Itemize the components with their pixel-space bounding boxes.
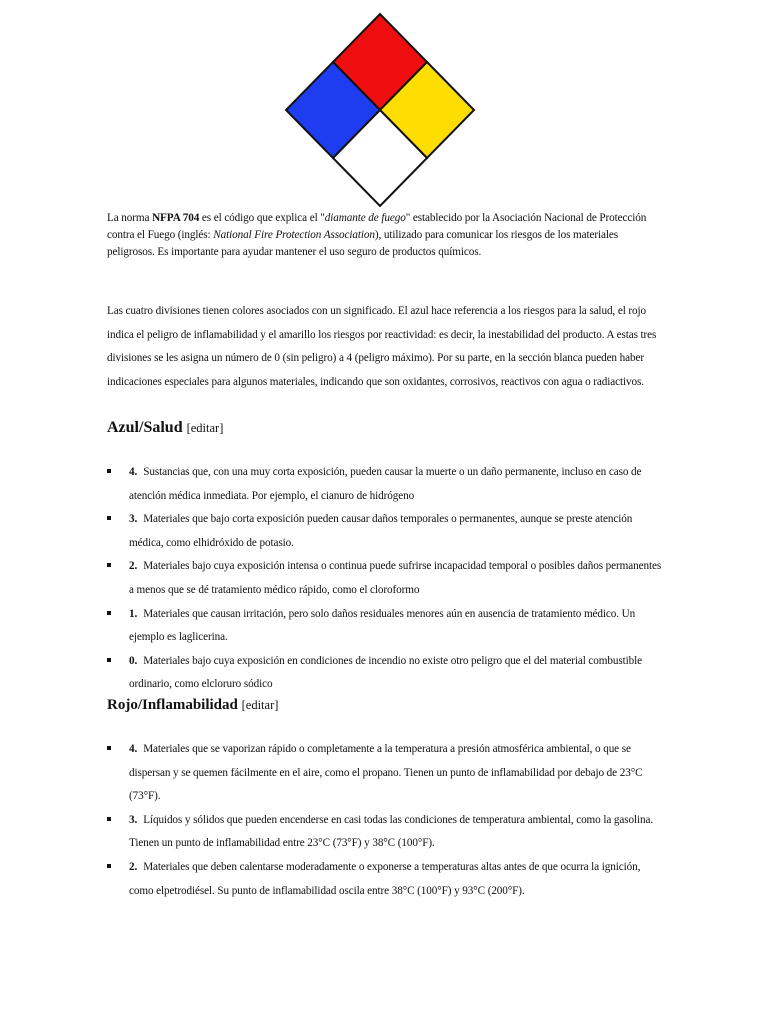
edit-link[interactable]: [editar] [241, 698, 279, 712]
hazard-description: Materiales que bajo corta exposición pueden causar daños temporales o permanentes, aunque se preste atención médica, como elhidróxido de potasio. [129, 513, 633, 549]
hazard-description: Líquidos y sólidos que pueden encenderse en casi todas las condiciones de temperatura ambiental, como la gasolina. Tienen un punto de inflamabilidad entre 23°C (73°F) y 38°C (100°F). [129, 813, 654, 850]
rojo-hazard-list [107, 738, 663, 903]
intro-text: " establecido por la Asociación Nacional de Protección contra el Fuego (inglés: [107, 212, 647, 241]
intro-paragraph-2: Las cuatro divisiones tienen colores asociados con un significado. El azul hace referencia a los riesgos para la salud, el rojo indica el peligro de inflamabilidad y el amarillo los riesgos por reactividad: es decir, la inestabilidad del producto. A estas tres divisiones se les asigna un número de 0 (sin peligro) a 4 (peligro máximo). Por su parte, en la sección blanca pueden haber indicaciones especiales para algunos materiales, indicando que son oxidantes, corrosivos, reactivos con agua o radiactivos. [107, 305, 657, 388]
bullet-icon [107, 563, 111, 567]
list-item [107, 461, 663, 508]
hazard-level: 3. [129, 813, 138, 826]
nfpa-704-diamond [284, 12, 476, 208]
hazard-description: Materiales bajo cuya exposición intensa o continua puede sufrirse incapacidad temporal o posibles daños permanentes a menos que se dé tratamiento médico rápido, como el cloroformo [129, 560, 662, 596]
list-item [107, 603, 663, 650]
hazard-level: 2. [129, 560, 138, 573]
hazard-description: Sustancias que, con una muy corta exposición, pueden causar la muerte o un daño permanente, incluso en caso de atención médica inmediata. Por ejemplo, el cianuro de hidrógeno [129, 466, 642, 502]
edit-link[interactable]: [editar] [186, 421, 224, 435]
hazard-description: Materiales que se vaporizan rápido o completamente a la temperatura a presión atmosférica ambiental, o que se dispersan y se quemen fácilmente en el aire, como el propano. Tienen un punto de inflamabilidad por debajo de 23°C (73°F). [129, 743, 643, 803]
bullet-icon [107, 611, 111, 615]
hazard-level: 2. [129, 860, 138, 873]
list-item [107, 809, 663, 856]
bullet-icon [107, 469, 111, 473]
hazard-level: 4. [129, 466, 138, 478]
bullet-icon [107, 516, 111, 520]
list-item [107, 555, 663, 602]
list-item [107, 650, 663, 697]
section-heading-azul-salud [107, 419, 223, 437]
intro-text: La norma [107, 212, 153, 224]
intro-text: ), utilizado para comunicar los riesgos de los materiales peligrosos. Es importante para ayudar mantener el uso seguro de productos químicos. [107, 229, 619, 258]
hazard-level: 0. [129, 654, 138, 667]
hazard-description: Materiales que deben calentarse moderadamente o exponerse a temperaturas altas antes de que ocurra la ignición, como elpetrodiésel. Su punto de inflamabilidad oscila entre 38°C (100°F) y 93°C (200°F). [129, 860, 641, 897]
hazard-level: 4. [129, 743, 138, 755]
intro-paragraph-1 [107, 210, 663, 261]
hazard-description: Materiales bajo cuya exposición en condiciones de incendio no existe otro peligro que el del material combustible ordinario, como elcloruro sódico [129, 654, 643, 691]
section-title: Rojo/Inflamabilidad [107, 697, 238, 713]
intro-text: es el código que explica el " [199, 212, 325, 224]
nfpa-english-name: National Fire Protection Association [213, 229, 375, 241]
list-item [107, 738, 663, 809]
nfpa-704-term: NFPA 704 [152, 212, 200, 224]
azul-hazard-list [107, 461, 663, 697]
bullet-icon [107, 864, 111, 868]
diamante-de-fuego-term: diamante de fuego [324, 212, 406, 224]
list-item [107, 856, 663, 903]
bullet-icon [107, 817, 111, 821]
hazard-level: 1. [129, 607, 138, 620]
list-item [107, 508, 663, 555]
section-title: Azul/Salud [107, 419, 183, 436]
bullet-icon [107, 746, 111, 750]
section-heading-rojo-inflamabilidad [107, 697, 278, 714]
hazard-description: Materiales que causan irritación, pero solo daños residuales menores aún en ausencia de tratamiento médico. Un ejemplo es laglicerina. [129, 607, 636, 644]
bullet-icon [107, 658, 111, 662]
hazard-level: 3. [129, 513, 138, 526]
